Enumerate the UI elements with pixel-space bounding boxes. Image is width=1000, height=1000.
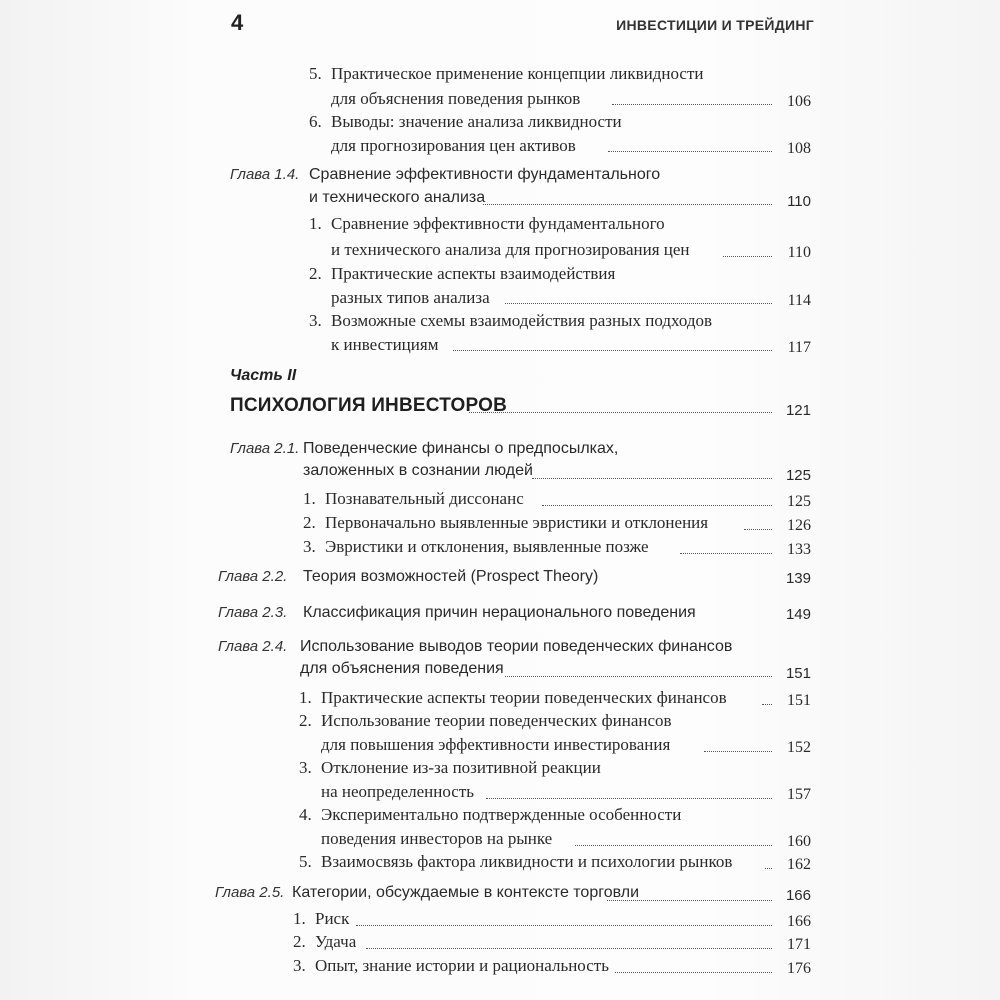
toc-page-number: 171 bbox=[787, 936, 811, 953]
toc-page-number: 176 bbox=[787, 960, 811, 977]
part-label: Часть II bbox=[230, 367, 297, 384]
toc-page-number: 126 bbox=[787, 517, 811, 534]
toc-page-number: 162 bbox=[787, 856, 811, 873]
chapter-title-line: Использование выводов теории поведенческих финансов bbox=[300, 638, 733, 655]
toc-page-number: 151 bbox=[787, 692, 811, 709]
toc-page-number: 166 bbox=[785, 887, 811, 904]
toc-item-line: разных типов анализа bbox=[331, 288, 490, 307]
toc-page-number: 157 bbox=[787, 786, 811, 803]
dot-leader bbox=[744, 529, 772, 530]
toc-item-number: 6. bbox=[309, 112, 322, 131]
dot-leader bbox=[486, 798, 772, 799]
chapter-title-line: Категории, обсуждаемые в контексте торговли bbox=[292, 884, 640, 901]
toc-item-number: 5. bbox=[309, 64, 322, 83]
toc-item-line: 5. Взаимосвязь фактора ликвидности и психологии рынков bbox=[299, 852, 733, 871]
chapter-label: Глава 2.3. bbox=[218, 604, 288, 621]
toc-page-number: 114 bbox=[787, 292, 811, 309]
dot-leader bbox=[505, 676, 772, 677]
toc-page-number: 110 bbox=[787, 193, 811, 210]
chapter-label: Глава 1.4. bbox=[230, 166, 300, 183]
toc-item-line: 5. Практическое применение концепции ликвидности bbox=[309, 64, 704, 83]
toc-page-number: 125 bbox=[787, 493, 811, 510]
part-title: ПСИХОЛОГИЯ ИНВЕСТОРОВ bbox=[230, 395, 508, 416]
dot-leader bbox=[505, 303, 772, 304]
toc-item-number: 5. bbox=[299, 852, 312, 871]
toc-item-line: и технического анализа для прогнозирования цен bbox=[331, 240, 690, 259]
dot-leader bbox=[723, 256, 772, 257]
toc-item-number: 3. bbox=[299, 758, 312, 777]
chapter-label: Глава 2.2. bbox=[218, 568, 288, 585]
toc-item-number: 1. bbox=[309, 214, 322, 233]
toc-item-number: 2. bbox=[303, 513, 316, 532]
dot-leader bbox=[532, 478, 772, 479]
dot-leader bbox=[356, 925, 772, 926]
toc-item-line: 4. Экспериментально подтвержденные особенности bbox=[299, 805, 682, 824]
dot-leader bbox=[704, 751, 772, 752]
toc-page-number: 151 bbox=[785, 665, 811, 682]
page-number: 4 bbox=[231, 10, 244, 35]
toc-item-line: на неопределенность bbox=[321, 782, 475, 801]
running-head: ИНВЕСТИЦИИ И ТРЕЙДИНГ bbox=[616, 17, 814, 33]
toc-page-number: 133 bbox=[787, 541, 811, 558]
toc-page-number: 106 bbox=[787, 93, 811, 110]
toc-item-number: 2. bbox=[299, 711, 312, 730]
toc-page-number: 152 bbox=[787, 739, 811, 756]
chapter-title-line: заложенных в сознании людей bbox=[303, 462, 533, 479]
toc-item-line: поведения инвесторов на рынке bbox=[321, 829, 553, 848]
chapter-title-line: и технического анализа bbox=[309, 189, 486, 206]
chapter-label: Глава 2.5. bbox=[215, 884, 285, 901]
dot-leader bbox=[542, 505, 772, 506]
dot-leader bbox=[615, 972, 772, 973]
toc-item-line: для объяснения поведения рынков bbox=[331, 89, 581, 108]
dot-leader bbox=[680, 553, 772, 554]
toc-item-line: 2. Практические аспекты взаимодействия bbox=[309, 264, 616, 283]
chapter-title-line: Классификация причин нерационального поведения bbox=[303, 604, 696, 621]
toc-page-number: 125 bbox=[785, 467, 811, 484]
toc-page-number: 121 bbox=[785, 402, 811, 419]
toc-item-number: 3. bbox=[303, 537, 316, 556]
toc-item-line: 1. Познавательный диссонанс bbox=[303, 489, 524, 508]
chapter-label: Глава 2.1. bbox=[230, 440, 300, 457]
dot-leader bbox=[483, 204, 772, 205]
toc-item-line: 6. Выводы: значение анализа ликвидности bbox=[309, 112, 622, 131]
toc-item-line: 3. Опыт, знание истории и рациональность bbox=[293, 956, 609, 975]
chapter-title-line: Поведенческие финансы о предпосылках, bbox=[303, 440, 619, 457]
toc-page-number: 139 bbox=[785, 570, 811, 587]
toc-item-line: 3. Эвристики и отклонения, выявленные позже bbox=[303, 537, 649, 556]
toc-page-number: 166 bbox=[787, 913, 811, 930]
toc-item-number: 2. bbox=[309, 264, 322, 283]
toc-item-number: 4. bbox=[299, 805, 312, 824]
toc-page-number: 149 bbox=[785, 606, 811, 623]
chapter-label: Глава 2.4. bbox=[218, 638, 288, 655]
toc-item-number: 2. bbox=[293, 932, 306, 951]
toc-item-line: 3. Возможные схемы взаимодействия разных подходов bbox=[309, 311, 713, 330]
dot-leader bbox=[612, 104, 772, 105]
toc-item-line: к инвестициям bbox=[331, 335, 439, 354]
toc-page-number: 110 bbox=[787, 244, 811, 261]
toc-item-number: 1. bbox=[303, 489, 316, 508]
toc-item-line: 2. Удача bbox=[293, 932, 357, 951]
toc-item-line: 1. Сравнение эффективности фундаментального bbox=[309, 214, 665, 233]
toc-item-line: для прогнозирования цен активов bbox=[331, 136, 576, 155]
dot-leader bbox=[469, 412, 772, 413]
toc-item-number: 1. bbox=[299, 688, 312, 707]
dot-leader bbox=[608, 151, 772, 152]
toc-item-number: 1. bbox=[293, 909, 306, 928]
toc-page-number: 108 bbox=[787, 140, 811, 157]
dot-leader bbox=[607, 900, 772, 901]
toc-item-line: 1. Практические аспекты теории поведенческих финансов bbox=[299, 688, 727, 707]
toc-item-line: 1. Риск bbox=[293, 909, 350, 928]
dot-leader bbox=[366, 948, 772, 949]
chapter-title-line: для объяснения поведения bbox=[300, 660, 504, 677]
toc-item-line: для повышения эффективности инвестирования bbox=[321, 735, 671, 754]
toc-page-number: 117 bbox=[787, 339, 811, 356]
chapter-title-line: Теория возможностей (Prospect Theory) bbox=[303, 568, 599, 585]
toc-item-line: 3. Отклонение из-за позитивной реакции bbox=[299, 758, 601, 777]
dot-leader bbox=[453, 350, 772, 351]
dot-leader bbox=[575, 845, 772, 846]
toc-page-number: 160 bbox=[787, 833, 811, 850]
chapter-title-line: Сравнение эффективности фундаментального bbox=[309, 166, 661, 183]
toc-item-number: 3. bbox=[293, 956, 306, 975]
toc-item-line: 2. Первоначально выявленные эвристики и отклонения bbox=[303, 513, 709, 532]
toc-item-line: 2. Использование теории поведенческих финансов bbox=[299, 711, 672, 730]
toc-item-number: 3. bbox=[309, 311, 322, 330]
